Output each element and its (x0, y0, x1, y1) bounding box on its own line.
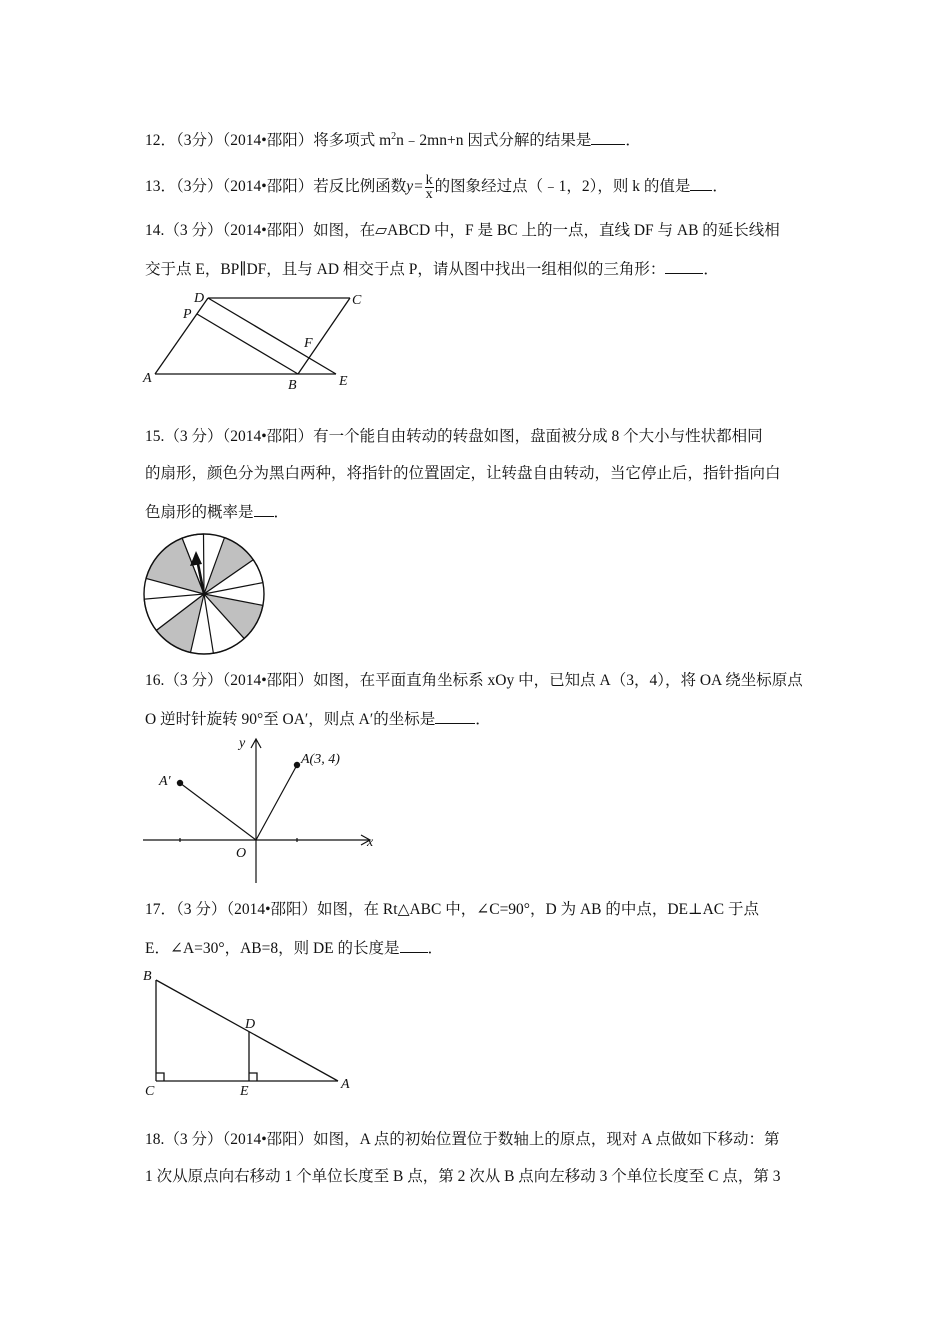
point-a-prime (177, 780, 183, 786)
q15-end: ． (273, 504, 290, 521)
q16-end: ． (475, 711, 491, 728)
label-a: A (143, 371, 152, 386)
fraction (425, 174, 434, 201)
label-c: C (352, 293, 362, 308)
q14-line-2 (145, 259, 810, 279)
q13-text-b: 的图象经过点（﹣1，2），则 k 的值是 (434, 178, 691, 196)
label-b: B (288, 378, 297, 393)
fraction-denominator: x (425, 187, 433, 202)
answer-blank (665, 259, 703, 274)
fraction-numerator: k (425, 173, 433, 188)
answer-blank (435, 709, 475, 724)
q18-line-2: 1 次从原点向右移动 1 个单位长度至 B 点，第 2 次从 B 点向左移动 3 个单位长度至 C 点，第 3 (145, 1168, 781, 1185)
answer-blank (591, 130, 625, 145)
right-angle-e (249, 1073, 257, 1081)
q17-end: ． (427, 940, 444, 957)
answer-blank (690, 176, 712, 191)
q18-line-1: 18.（3 分）（2014•邵阳）如图，A 点的初始位置位于数轴上的原点，现对 A 点做如下移动：第 (145, 1131, 780, 1148)
label-a: A (341, 1077, 350, 1092)
label-p: P (183, 307, 192, 322)
q14-text: 交于点 E，BP∥DF，且与 AD 相交于点 P，请从图中找出一组相似的三角形： (145, 261, 666, 278)
q13-source: （2014•邵阳） (222, 178, 314, 196)
answer-blank (254, 502, 274, 517)
answer-blank (400, 938, 428, 953)
right-angle-c (156, 1073, 164, 1081)
label-e: E (339, 374, 348, 389)
question-12 (145, 128, 810, 150)
label-a-coords: A(3, 4) (301, 752, 340, 767)
q16-line-1: 16.（3 分）（2014•邵阳）如图，在平面直角坐标系 xOy 中，已知点 A（3，4），将 OA 绕坐标原点 (145, 672, 803, 689)
label-y: y (239, 736, 246, 751)
parallelogram-figure (140, 285, 370, 395)
q12-number: 12． (145, 132, 177, 150)
segment-de (208, 298, 336, 374)
q13-y-eq: y= (406, 178, 424, 196)
q13-end: ． (712, 178, 728, 196)
q12-source: （2014•邵阳） (222, 132, 314, 150)
label-o: O (236, 846, 247, 861)
q12-superscript: 2 (391, 131, 397, 142)
label-d: D (194, 291, 205, 306)
label-c: C (145, 1084, 155, 1099)
q15-line-3 (145, 502, 810, 522)
segment-oa-prime (180, 783, 256, 840)
q16-line-2 (145, 709, 810, 729)
q12-text-a: 将多项式 m (313, 132, 392, 150)
q12-score: （3分） (176, 132, 223, 150)
triangle-figure (140, 962, 360, 1102)
q13-score: （3分） (176, 178, 223, 196)
q12-end: ． (625, 132, 641, 150)
q14-end: ． (703, 261, 719, 278)
label-d: D (245, 1017, 256, 1032)
q15-text: 色扇形的概率是 (145, 504, 254, 521)
segment-ad (155, 298, 208, 374)
label-a-prime: A′ (159, 774, 171, 789)
q17-text: E．∠A=30°，AB=8，则 DE 的长度是 (145, 940, 400, 957)
q15-line-1: 15.（3 分）（2014•邵阳）有一个能自由转动的转盘如图，盘面被分成 8 个大小与性状都相同 (145, 428, 763, 445)
label-b: B (143, 969, 152, 984)
point-a (294, 762, 300, 768)
q14-line-1: 14.（3 分）（2014•邵阳）如图，在▱ABCD 中，F 是 BC 上的一点，直线 DF 与 AB 的延长线相 (145, 222, 780, 239)
segment-oa (256, 765, 297, 840)
q13-number: 13． (145, 178, 177, 196)
label-f: F (304, 336, 313, 351)
label-e: E (240, 1084, 249, 1099)
spinner-figure (140, 532, 270, 657)
q17-line-2 (145, 938, 810, 958)
q17-line-1: 17．（3 分）（2014•邵阳）如图，在 Rt△ABC 中，∠C=90°，D 为 AB 的中点，DE⊥AC 于点 (145, 901, 759, 918)
coordinate-figure (140, 733, 385, 888)
q16-text: O 逆时针旋转 90°至 OA′，则点 A′的坐标是 (145, 711, 436, 728)
q15-line-2: 的扇形，颜色分为黑白两种，将指针的位置固定，让转盘自由转动，当它停止后，指针指向白 (145, 465, 781, 482)
question-13 (145, 174, 810, 201)
q13-text-a: 若反比例函数 (313, 178, 407, 196)
segment-bp (197, 314, 298, 374)
label-x: x (367, 835, 374, 850)
q12-text-b: n﹣2mn+n 因式分解的结果是 (396, 132, 592, 150)
